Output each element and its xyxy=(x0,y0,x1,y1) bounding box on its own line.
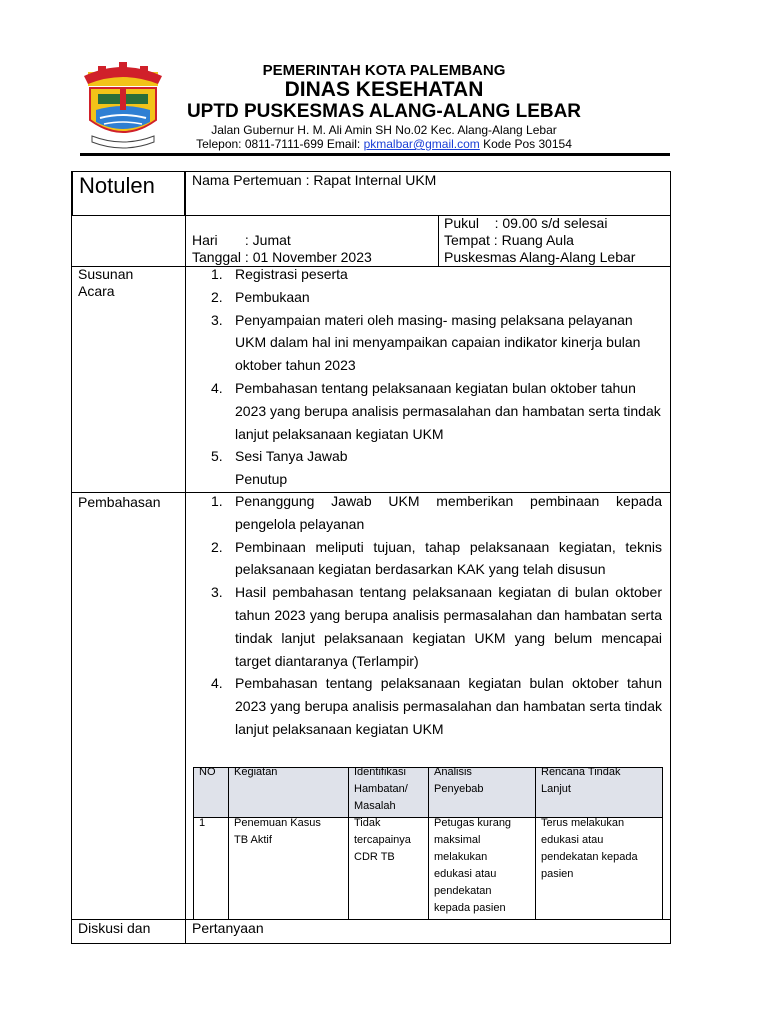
list-item: 3. Penyampaian materi oleh masing- masing pelaksana pelayanan UKM dalam hal ini menyampaikan capaian indikator kinerja bulan oktober tahun 2023 xyxy=(211,311,641,374)
table-row-cell: Petugas kurang maksimal melakukan edukasi atau pendekatan kepada pasien xyxy=(434,817,512,914)
notulen-title: Notulen xyxy=(79,173,155,198)
list-item: 4. Pembahasan tentang pelaksanaan kegiatan bulan oktober tahun 2023 yang berupa analisis permasalahan dan hambatan serta tindak lanjut pelaksanaan kegiatan UKM xyxy=(211,675,662,737)
government-name: PEMERINTAH KOTA PALEMBANG xyxy=(262,62,506,79)
header-analisis: Analisis Penyebab xyxy=(434,766,484,795)
footer-row-content: Pertanyaan xyxy=(192,920,264,936)
agenda-label xyxy=(78,266,133,300)
unit-name: UPTD PUSKESMAS ALANG-ALANG LEBAR xyxy=(186,101,582,122)
agenda-closing: Penutup xyxy=(235,471,288,488)
issues-table xyxy=(193,767,663,919)
letterhead-rule xyxy=(80,153,670,156)
table-row-cell: Tidak tercapainya CDR TB xyxy=(354,817,411,863)
agenda-list xyxy=(187,263,667,491)
postal-code: Kode Pos 30154 xyxy=(479,137,572,151)
table-row-cell: Penemuan Kasus TB Aktif xyxy=(234,817,321,846)
palembang-city-seal-icon xyxy=(80,62,166,152)
list-item: 2. Pembukaan xyxy=(211,288,310,305)
discussion-list xyxy=(187,490,662,741)
phone-text: Telepon: 0811-7111-699 Email: xyxy=(196,137,364,151)
meeting-date: Tanggal : 01 November 2023 xyxy=(192,249,372,265)
list-item: 5. Sesi Tanya Jawab xyxy=(211,448,348,465)
list-item: 1. Registrasi peserta xyxy=(211,266,348,282)
header-no: NO xyxy=(199,766,216,778)
letterhead xyxy=(168,62,600,151)
contact-line xyxy=(168,137,600,151)
header-kegiatan: Kegiatan xyxy=(234,766,278,778)
footer-row-label: Diskusi dan xyxy=(78,920,151,936)
list-item: 4. Pembahasan tentang pelaksanaan kegiatan bulan oktober tahun 2023 yang berupa analisis permasalahan dan hambatan serta tindak lanjut pelaksanaan kegiatan UKM xyxy=(211,379,661,442)
meeting-name: Nama Pertemuan : Rapat Internal UKM xyxy=(192,172,437,188)
agency-name: DINAS KESEHATAN xyxy=(284,78,484,101)
meeting-time: Pukul : 09.00 s/d selesai xyxy=(444,215,608,231)
email-link[interactable]: pkmalbar@gmail.com xyxy=(363,137,480,151)
list-item: 1. Penanggung Jawab UKM memberikan pembinaan kepada pengelola pelayanan xyxy=(211,493,662,532)
table-row-cell: Terus melakukan edukasi atau pendekatan kepada pasien xyxy=(541,817,638,880)
list-item: 3. Hasil pembahasan tentang pelaksanaan kegiatan di bulan oktober tahun 2023 yang berupa analisis permasalahan dan hambatan serta tindak lanjut pelaksanaan kegiatan UKM yang belum mencapai target diantaranya (Terlampir) xyxy=(211,584,662,669)
discussion-label: Pembahasan xyxy=(78,494,161,510)
table-row-cell: 1 xyxy=(199,817,206,829)
meeting-day: Hari : Jumat xyxy=(192,232,291,248)
meeting-place-detail: Puskesmas Alang-Alang Lebar xyxy=(444,249,636,265)
header-rencana: Rencana Tindak Lanjut xyxy=(541,766,621,795)
meeting-place: Tempat : Ruang Aula xyxy=(444,232,574,248)
header-identifikasi: Identifikasi Hambatan/ Masalah xyxy=(354,766,408,812)
agenda-label-line2: Acara xyxy=(78,283,115,299)
agenda-label-line1: Susunan xyxy=(78,266,134,282)
address: Jalan Gubernur H. M. Ali Amin SH No.02 Kec. Alang-Alang Lebar xyxy=(211,123,557,137)
list-item: 2. Pembinaan meliputi tujuan, tahap pelaksanaan kegiatan, teknis pelaksanaan kegiatan berdasarkan KAK yang telah disusun xyxy=(211,538,662,578)
